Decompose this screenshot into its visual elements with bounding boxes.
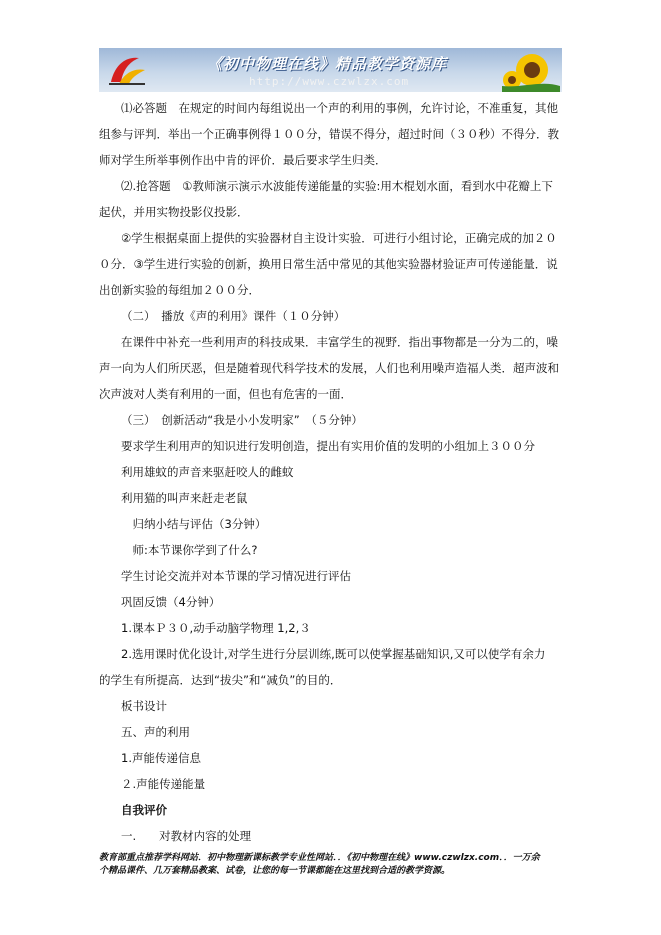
header-banner: [99, 48, 562, 92]
text-line: 要求学生利用声的知识进行发明创造，提出有实用价值的发明的小组加上３００分: [121, 439, 535, 453]
text-line: 巩固反馈（4分钟）: [121, 595, 221, 609]
text-line: 师对学生所举事例作出中肯的评价．最后要求学生归类．: [99, 153, 387, 167]
text-line: 1.声能传递信息: [121, 751, 201, 765]
text-line: 利用猫的叫声来赶走老鼠: [121, 491, 248, 505]
page-footer: [99, 852, 562, 878]
text-line: 1.课本Ｐ３０,动手动脑学物理 1,2,３: [121, 621, 311, 635]
text-line: 归纳小结与评估（3分钟）: [121, 517, 267, 531]
text-line: 声一向为人们所厌恶，但是随着现代科学技术的发展，人们也利用噪声造福人类．超声波和: [99, 361, 559, 375]
site-title: 《初中物理在线》精品教学资源库: [207, 55, 448, 73]
text-line: 一. 对教材内容的处理: [121, 829, 252, 843]
section-heading: （二） 播放《声的利用》课件（１０分钟）: [121, 309, 346, 323]
text-line: 板书设计: [121, 699, 167, 713]
text-line: 组参与评判．举出一个正确事例得１００分，错误不得分，超过时间（３０秒）不得分．教: [99, 127, 559, 141]
text-line: 在课件中补充一些利用声的科技成果．丰富学生的视野．指出事物都是一分为二的，噪: [121, 335, 558, 349]
site-logo-icon: [105, 52, 149, 88]
text-line: ⑵.抢答题 ①教师演示演示水波能传递能量的实验:用木棍划水面，看到水中花瓣上下: [121, 179, 553, 193]
section-heading: 自我评价: [121, 803, 167, 817]
text-line: 起伏，并用实物投影仪投影．: [99, 205, 249, 219]
text-line: 2.选用课时优化设计,对学生进行分层训练,既可以使掌握基础知识,又可以使学有余力: [121, 647, 546, 661]
text-line: 次声波对人类有利用的一面，但也有危害的一面．: [99, 387, 352, 401]
text-line: ⑴必答题 在规定的时间内每组说出一个声的利用的事例，允许讨论，不准重复，其他: [121, 101, 558, 115]
text-line: 学生讨论交流并对本节课的学习情况进行评估: [121, 569, 351, 583]
footer-line: 个精品课件、几万套精品教案、试卷，让您的每一节课都能在这里找到合适的教学资源。: [99, 866, 451, 876]
text-line: 师:本节课你学到了什么?: [121, 543, 258, 557]
text-line: ②学生根据桌面上提供的实验器材自主设计实验．可进行小组讨论，正确完成的加２０: [121, 231, 557, 245]
site-url[interactable]: http://www.czwlzx.com: [249, 75, 410, 88]
text-line: 的学生有所提高．达到“拔尖”和“减负”的目的．: [99, 673, 342, 687]
text-line: 出创新实验的每组加２００分．: [99, 283, 260, 297]
section-heading: （三） 创新活动“我是小小发明家” （５分钟）: [121, 413, 363, 427]
sunflower-icon: [502, 50, 560, 92]
text-line: ２.声能传递能量: [121, 777, 206, 791]
footer-line: 教育部重点推荐学科网站．初中物理新课标教学专业性网站．．《初中物理在线》www.czwlzx.com．．一万余: [99, 853, 540, 863]
text-line: 五、声的利用: [121, 725, 190, 739]
text-line: ０分．③学生进行实验的创新，换用日常生活中常见的其他实验器材验证声可传递能量．说: [99, 257, 558, 271]
text-line: 利用雄蚊的声音来驱赶咬人的雌蚊: [121, 465, 294, 479]
